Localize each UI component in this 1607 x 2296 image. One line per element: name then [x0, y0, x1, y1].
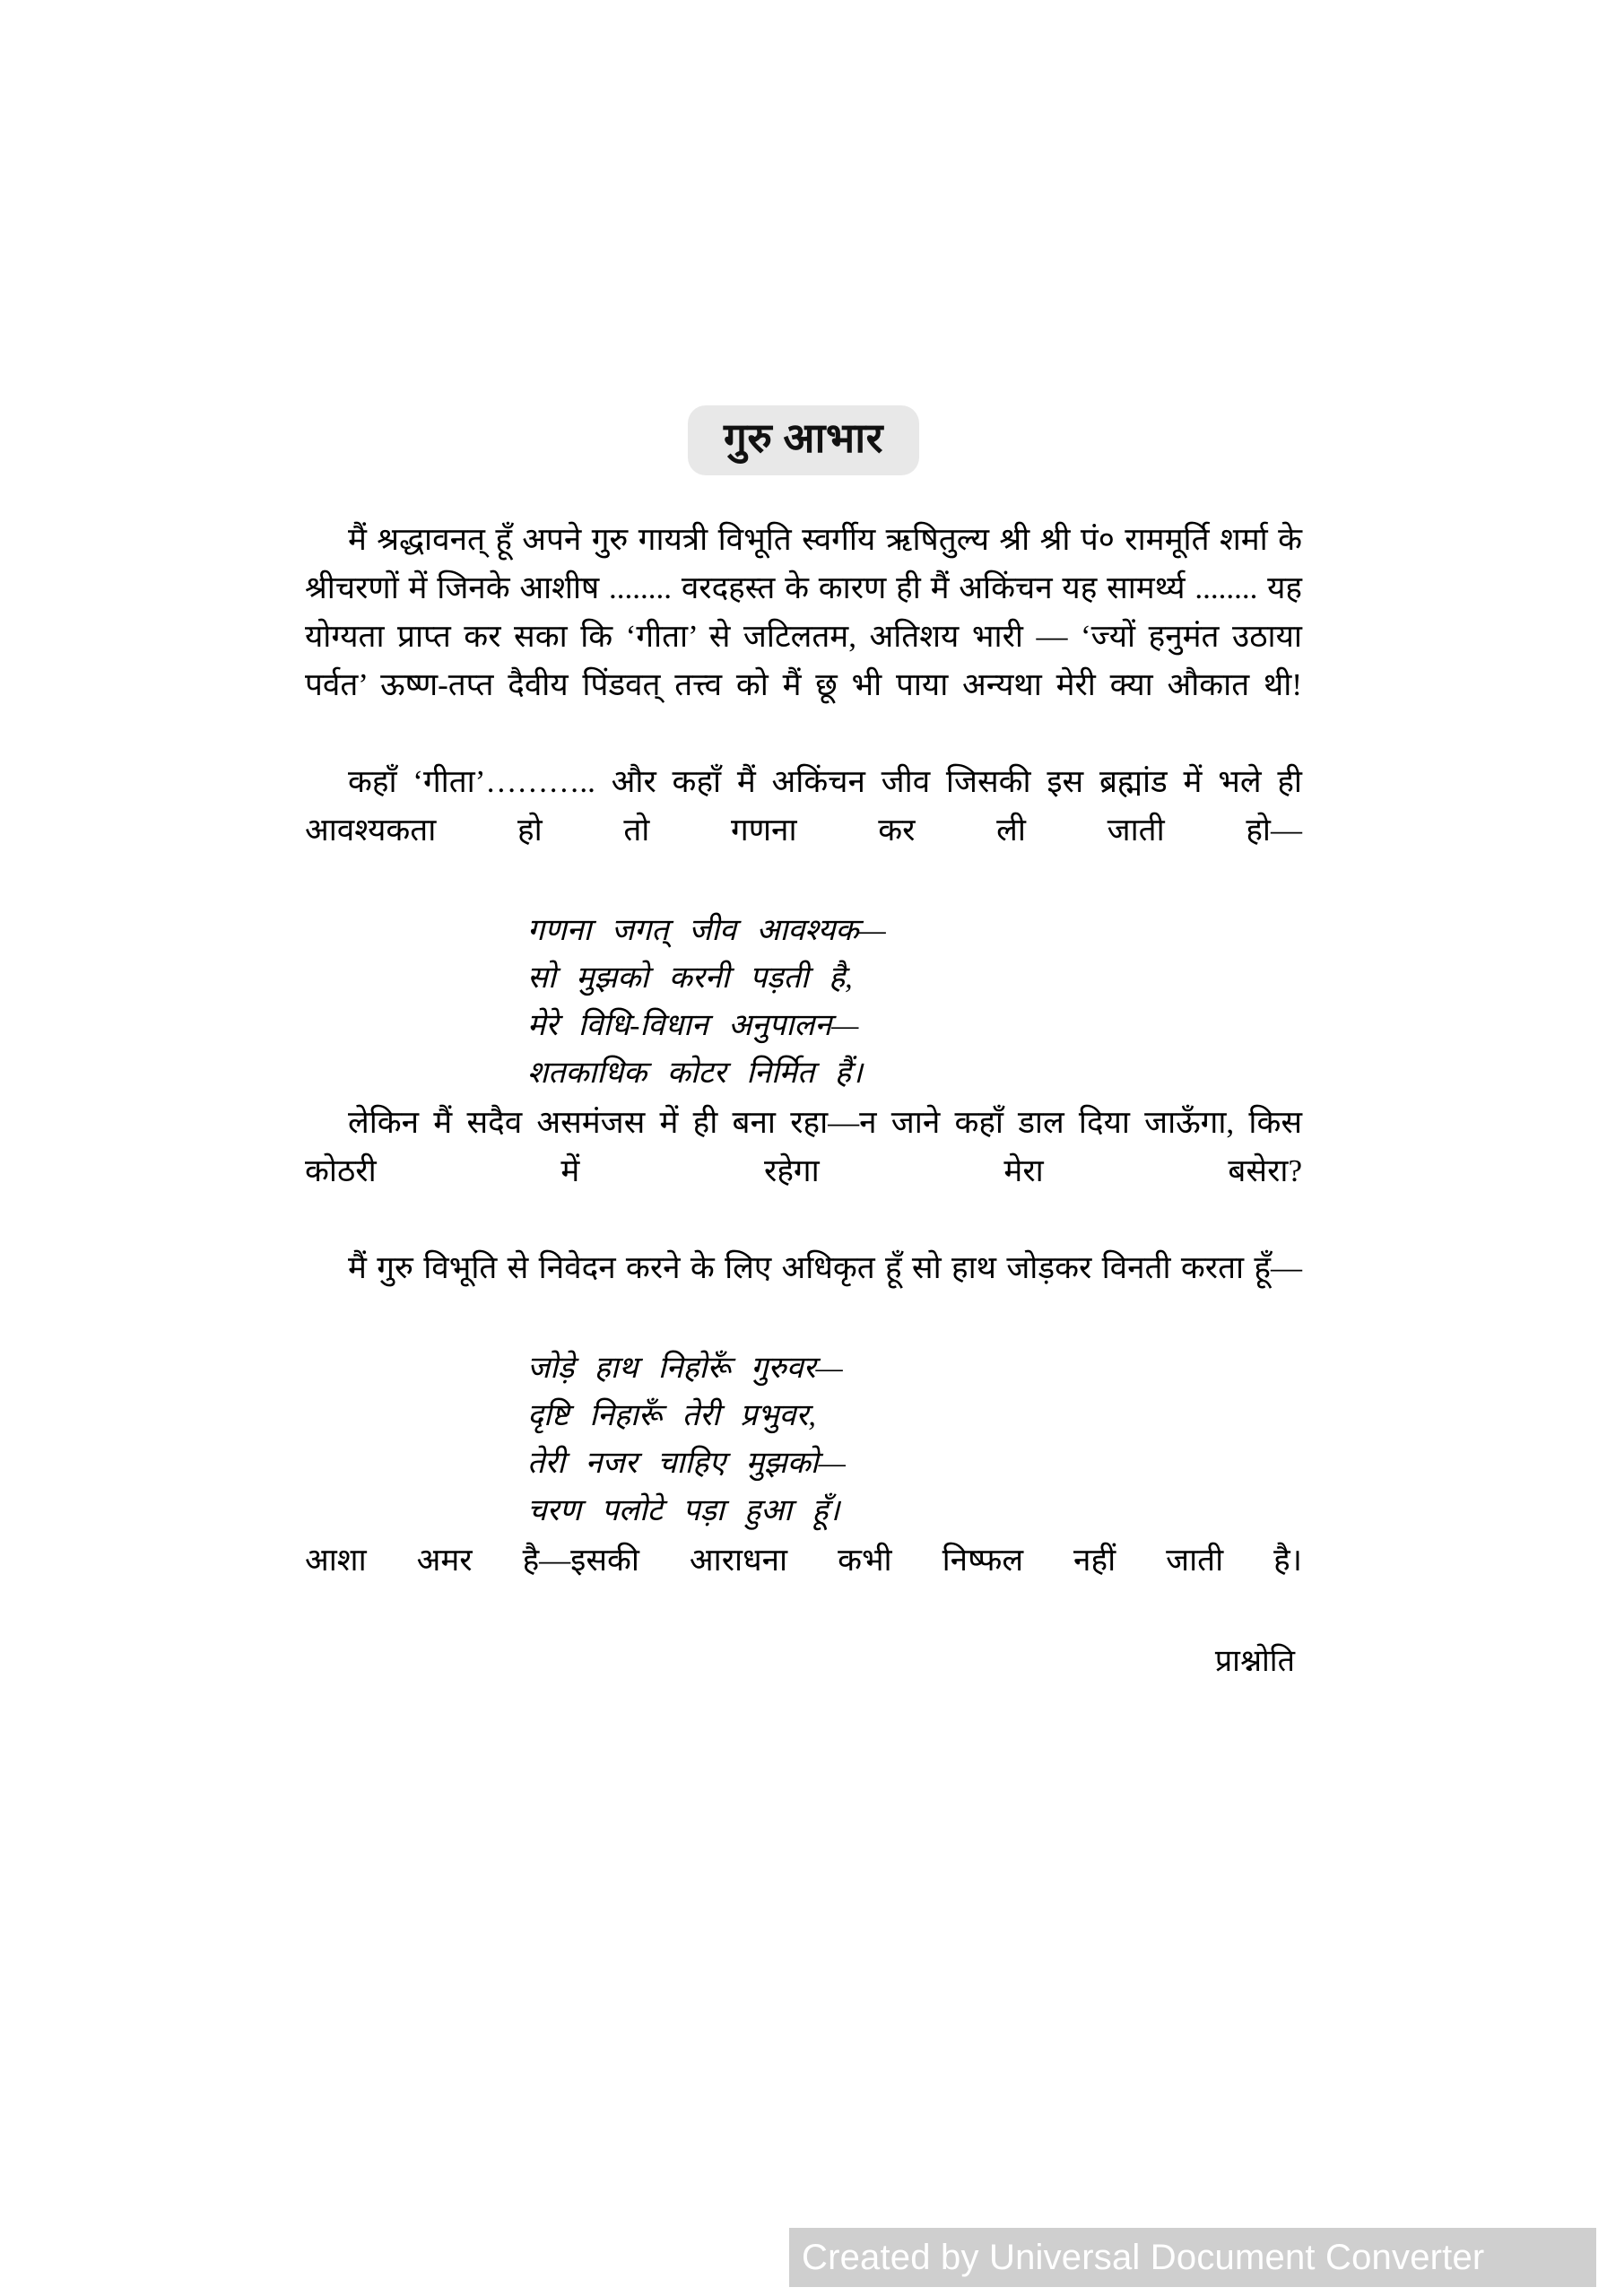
watermark-banner: Created by Universal Document Converter — [789, 2228, 1596, 2287]
verse-block-2 — [305, 1344, 1302, 1535]
paragraph-5: आशा अमर है—इसकी आराधना कभी निष्फल नहीं जाती है। — [305, 1543, 1302, 1578]
paragraph-3: लेकिन मैं सदैव असमंजस में ही बना रहा—न जाने कहाँ डाल दिया जाऊँगा, किस कोठरी में रहेगा मेरा बसेरा? — [305, 1105, 1302, 1188]
verse-line: जोड़े हाथ निहोरूँ गुरुवर— — [527, 1352, 843, 1385]
verse-block-1 — [305, 907, 1302, 1097]
paragraph-4: मैं गुरु विभूति से निवेदन करने के लिए अधिकृत हूँ सो हाथ जोड़कर विनती करता हूँ— — [348, 1250, 1302, 1285]
author-signature: प्राश्नोति — [1214, 1645, 1295, 1678]
verse-line: दृष्टि निहारूँ तेरी प्रभुवर, — [527, 1399, 816, 1432]
page-title-row — [0, 405, 1607, 475]
page-title: गुरु आभार — [688, 405, 919, 475]
verse-line: मेरे विधि-विधान अनुपालन— — [527, 1009, 859, 1042]
verse-line: शतकाधिक कोटर निर्मित हैं। — [527, 1057, 863, 1090]
paragraph-2: कहाँ ‘गीता’……….. और कहाँ मैं अकिंचन जीव जिसकी इस ब्रह्मांड में भले ही आवश्यकता हो तो गणना कर ली जाती हो— — [305, 764, 1302, 848]
verse-line: तेरी नजर चाहिए मुझको— — [527, 1447, 846, 1480]
verse-line: चरण पलोटे पड़ा हुआ हूँ। — [527, 1494, 840, 1527]
verse-line: सो मुझको करनी पड़ती है, — [527, 961, 853, 995]
document-body — [305, 516, 1302, 1685]
paragraph-1: मैं श्रद्धावनत् हूँ अपने गुरु गायत्री विभूति स्वर्गीय ऋषितुल्य श्री श्री पं० राममूर्ति शर्मा के श्रीचरणों में जिनके आशीष ........ वरदहस्त के कारण ही मैं अकिंचन यह सामर्थ्य ........ यह योग्यता प्राप्त कर सका कि ‘गीता’ से जटिलतम, अतिशय भारी — ‘ज्यों हनुमंत उठाया पर्वत’ ऊष्ण-तप्त दैवीय पिंडवत् तत्त्व को मैं छू भी पाया अन्यथा मेरी क्या औकात थी! — [305, 522, 1302, 702]
verse-line: गणना जगत् जीव आवश्यक— — [527, 914, 886, 947]
